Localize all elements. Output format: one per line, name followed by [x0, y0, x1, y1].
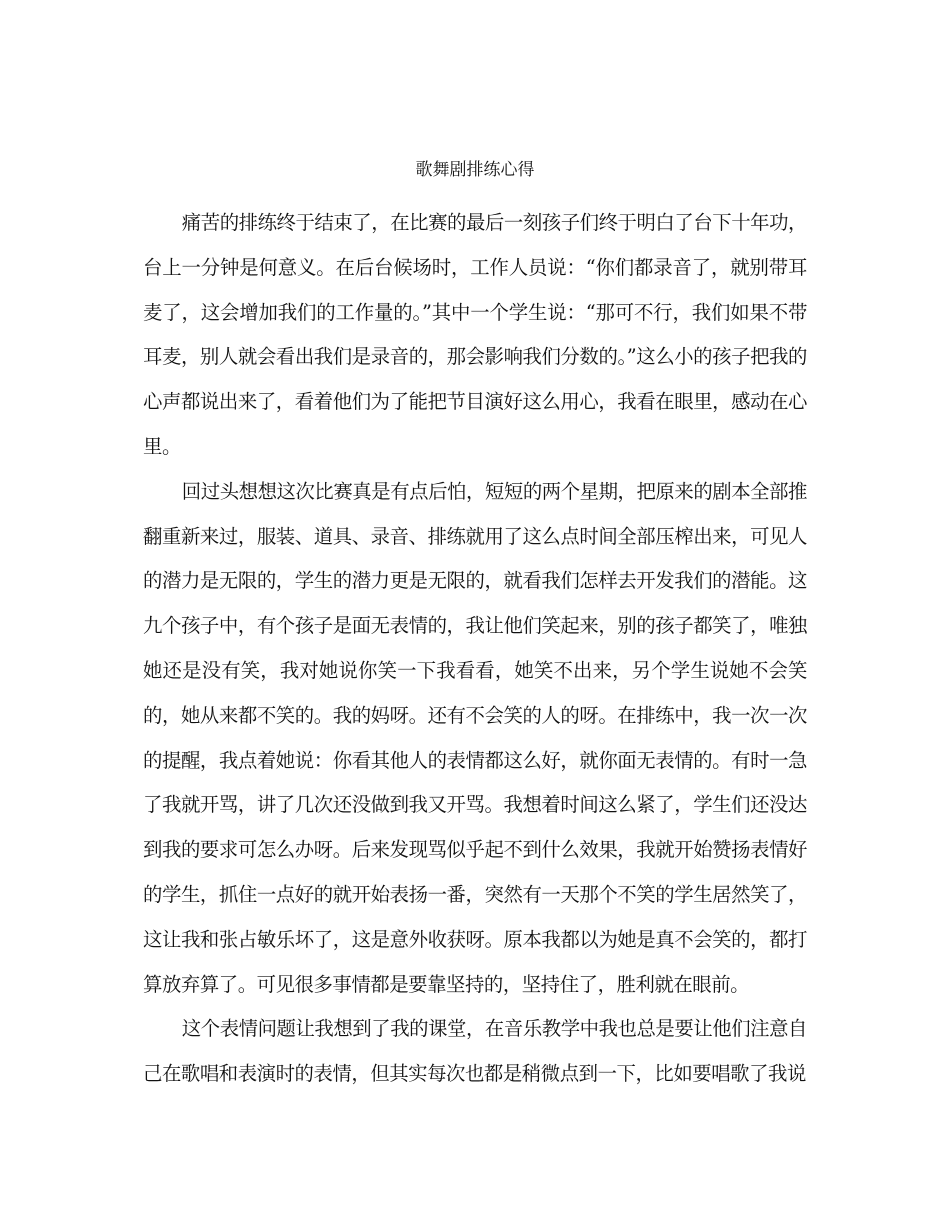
- paragraph-3: 这个表情问题让我想到了我的课堂，在音乐教学中我也总是要让他们注意自己在歌唱和表演时的表情，但其实每次也都是稍微点到一下，比如要唱歌了我说: [143, 1017, 807, 1086]
- document-title: 歌舞剧排练心得: [415, 160, 535, 180]
- document-body: [143, 201, 807, 1097]
- paragraph-1: 痛苦的排练终于结束了，在比赛的最后一刻孩子们终于明白了台下十年功，台上一分钟是何意义。在后台候场时，工作人员说：“你们都录音了，就别带耳麦了，这会增加我们的工作量的。”其中一个学生说：“那可不行，我们如果不带耳麦，别人就会看出我们是录音的，那会影响我们分数的。”这么小的孩子把我的心声都说出来了，看着他们为了能把节目演好这么用心，我看在眼里，感动在心里。: [143, 211, 807, 458]
- paragraph-2: 回过头想想这次比赛真是有点后怕，短短的两个星期，把原来的剧本全部推翻重新来过，服装、道具、录音、排练就用了这么点时间全部压榨出来，可见人的潜力是无限的，学生的潜力更是无限的，就看我们怎样去开发我们的潜能。这九个孩子中，有个孩子是面无表情的，我让他们笑起来，别的孩子都笑了，唯独她还是没有笑，我对她说你笑一下我看看，她笑不出来，另个学生说她不会笑的，她从来都不笑的。我的妈呀。还有不会笑的人的呀。在排练中，我一次一次的提醒，我点着她说：你看其他人的表情都这么好，就你面无表情的。有时一急了我就开骂，讲了几次还没做到我又开骂。我想着时间这么紧了，学生们还没达到我的要求可怎么办呀。后来发现骂似乎起不到什么效果，我就开始赞扬表情好的学生，抓住一点好的就开始表扬一番，突然有一天那个不笑的学生居然笑了，这让我和张占敏乐坏了，这是意外收获呀。原本我都以为她是真不会笑的，都打算放弃算了。可见很多事情都是要靠坚持的，坚持住了，胜利就在眼前。: [143, 479, 807, 996]
